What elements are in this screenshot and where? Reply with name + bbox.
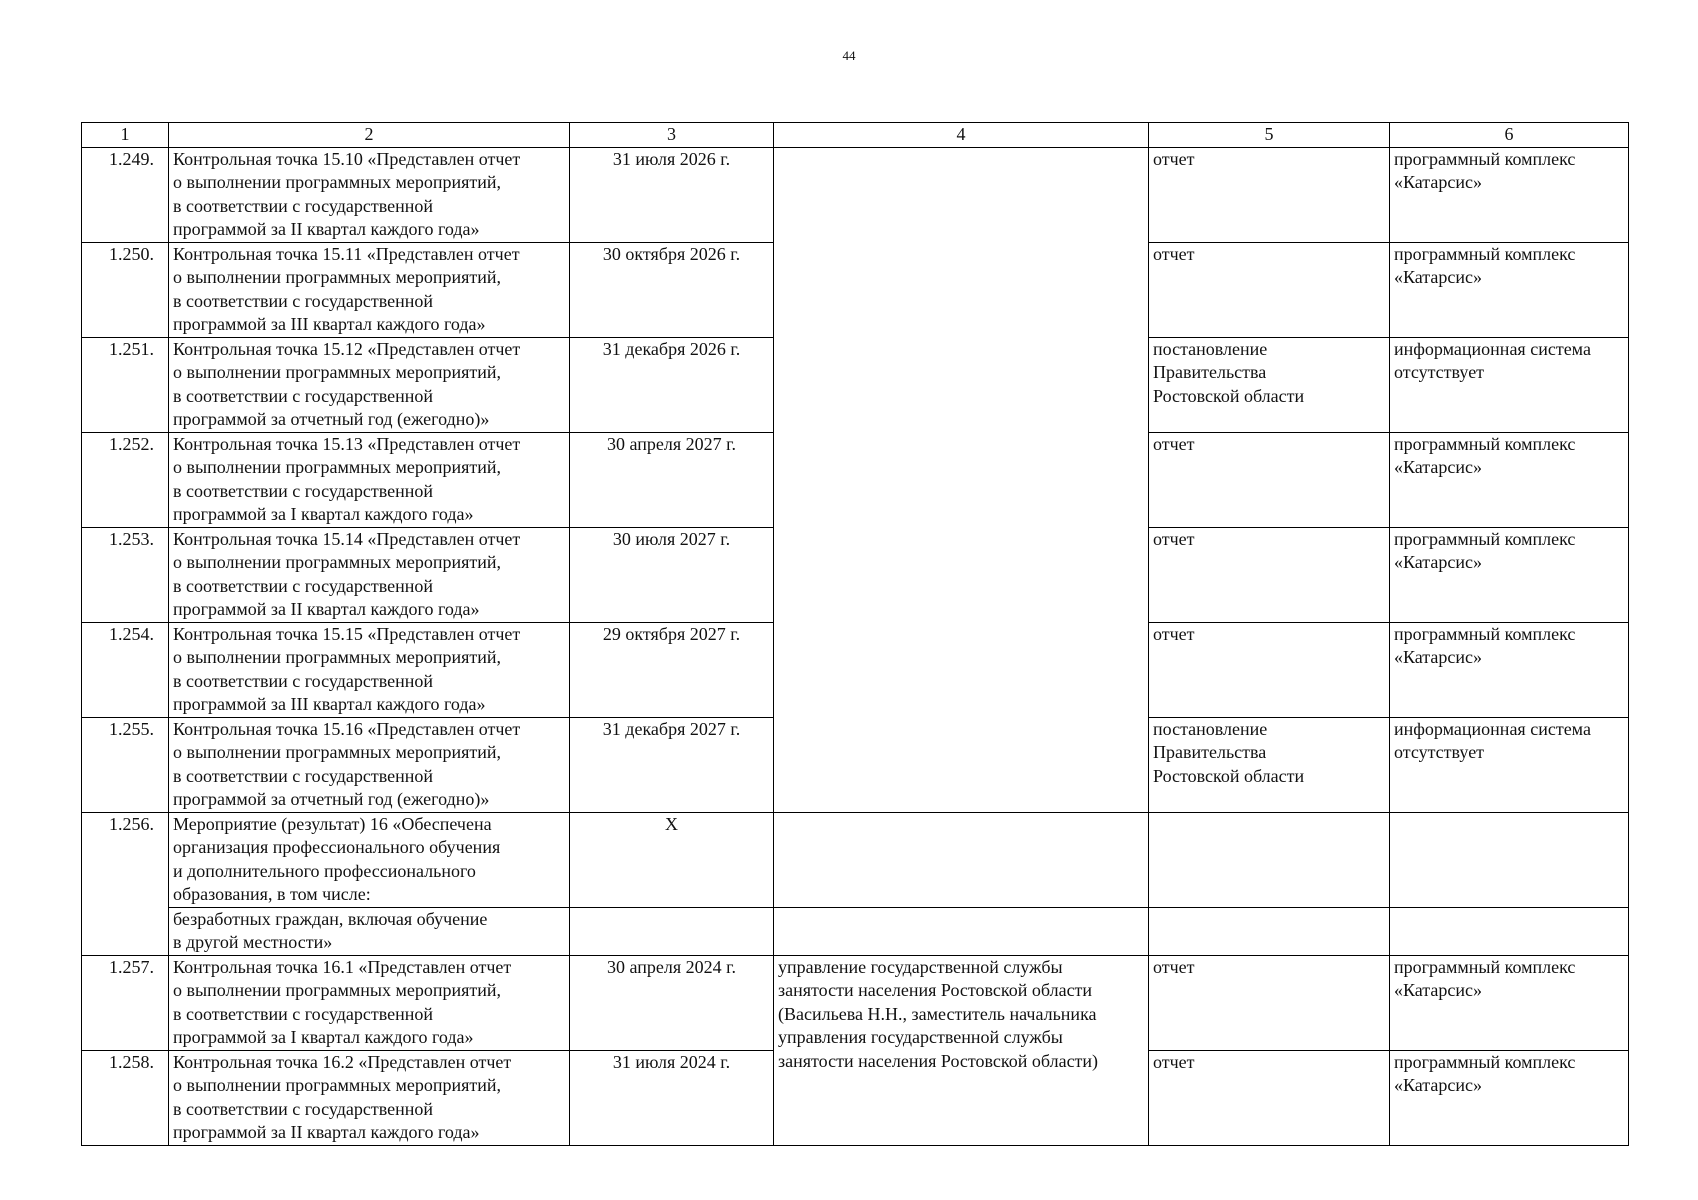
row-information-system	[1390, 1050, 1629, 1145]
text-line: о выполнении программных мероприятий,	[173, 267, 502, 287]
row-date: 29 октября 2027 г.	[570, 622, 774, 717]
text-line: о выполнении программных мероприятий,	[173, 1075, 502, 1095]
text-line: Ростовской области	[1153, 385, 1305, 406]
text-line: безработных граждан, включая обучение	[173, 908, 488, 929]
text-line: Ростовской области	[1153, 765, 1305, 786]
text-line: в соответствии с государственной	[173, 385, 433, 406]
text-line: программой за II квартал каждого года»	[173, 219, 480, 239]
text-line: программой за I квартал каждого года»	[173, 1027, 474, 1047]
text-line: Контрольная точка 15.12 «Представлен отчет	[173, 338, 521, 359]
column-header: 1	[82, 123, 169, 148]
row-description	[169, 147, 570, 242]
text-line: отсутствует	[1394, 362, 1485, 382]
text-line: отчет	[1153, 1051, 1195, 1072]
row-document-type	[1149, 527, 1390, 622]
text-line: программой за II квартал каждого года»	[173, 1122, 480, 1142]
row-number: 1.249.	[82, 147, 169, 242]
row-description	[169, 955, 570, 1050]
text-line: Мероприятие (результат) 16 «Обеспечена	[173, 813, 492, 834]
text-line: о выполнении программных мероприятий,	[173, 552, 502, 572]
table-row	[82, 147, 1629, 242]
column-number-row	[82, 123, 1629, 148]
page-number: 44	[842, 48, 856, 63]
text-line: «Катарсис»	[1394, 457, 1482, 477]
text-line: в соответствии с государственной	[173, 195, 433, 216]
text-line: управление государственной службы	[778, 956, 1063, 977]
text-line: в соответствии с государственной	[173, 1003, 433, 1024]
row-document-type	[1149, 812, 1390, 907]
text-line: постановление	[1153, 338, 1268, 359]
row-information-system	[1390, 147, 1629, 242]
row-information-system	[1390, 622, 1629, 717]
row-date: 30 октября 2026 г.	[570, 242, 774, 337]
row-number: 1.255.	[82, 717, 169, 812]
row-description	[169, 432, 570, 527]
text-line: отчет	[1153, 956, 1195, 977]
text-line: информационная система	[1394, 338, 1591, 359]
text-line: в соответствии с государственной	[173, 480, 433, 501]
row-information-system	[1390, 242, 1629, 337]
text-line: в соответствии с государственной	[173, 670, 433, 691]
row-document-type	[1149, 622, 1390, 717]
row-number: 1.257.	[82, 955, 169, 1050]
text-line: программный комплекс	[1394, 433, 1576, 454]
row-description	[169, 717, 570, 812]
text-line: отчет	[1153, 528, 1195, 549]
text-line: программный комплекс	[1394, 148, 1576, 169]
row-document-type	[1149, 955, 1390, 1050]
document-table	[81, 122, 1629, 1146]
row-information-system	[1390, 717, 1629, 812]
text-line: в соответствии с государственной	[173, 575, 433, 596]
row-document-type	[1149, 717, 1390, 812]
row-document-type	[1149, 432, 1390, 527]
text-line: «Катарсис»	[1394, 980, 1482, 1000]
row-responsible-merged	[774, 147, 1149, 812]
column-header: 4	[774, 123, 1149, 148]
text-line: «Катарсис»	[1394, 647, 1482, 667]
text-line: в другой местности»	[173, 932, 333, 952]
text-line: «Катарсис»	[1394, 1075, 1482, 1095]
text-line: Контрольная точка 16.2 «Представлен отчет	[173, 1051, 512, 1072]
row-information-system	[1390, 907, 1629, 955]
row-date: 31 декабря 2026 г.	[570, 337, 774, 432]
text-line: о выполнении программных мероприятий,	[173, 742, 502, 762]
table-body	[82, 123, 1629, 1146]
row-description	[169, 527, 570, 622]
row-number: 1.253.	[82, 527, 169, 622]
row-description	[169, 242, 570, 337]
row-date: 30 июля 2027 г.	[570, 527, 774, 622]
row-description	[169, 1050, 570, 1145]
text-line: программой за отчетный год (ежегодно)»	[173, 789, 490, 809]
text-line: отчет	[1153, 623, 1195, 644]
text-line: в соответствии с государственной	[173, 765, 433, 786]
text-line: информационная система	[1394, 718, 1591, 739]
text-line: в соответствии с государственной	[173, 290, 433, 311]
text-line: образования, в том числе:	[173, 884, 371, 904]
row-date: X	[570, 812, 774, 907]
text-line: «Катарсис»	[1394, 172, 1482, 192]
text-line: о выполнении программных мероприятий,	[173, 457, 502, 477]
text-line: программой за I квартал каждого года»	[173, 504, 474, 524]
column-header: 2	[169, 123, 570, 148]
text-line: о выполнении программных мероприятий,	[173, 647, 502, 667]
row-document-type	[1149, 1050, 1390, 1145]
table-row	[82, 812, 1629, 907]
text-line: программой за III квартал каждого года»	[173, 694, 486, 714]
row-date: 31 декабря 2027 г.	[570, 717, 774, 812]
text-line: отчет	[1153, 148, 1195, 169]
row-information-system	[1390, 955, 1629, 1050]
text-line: (Васильева Н.Н., заместитель начальника	[778, 1003, 1097, 1024]
row-date: 31 июля 2026 г.	[570, 147, 774, 242]
row-number: 1.256.	[82, 812, 169, 955]
row-number: 1.258.	[82, 1050, 169, 1145]
table-row-continued	[82, 907, 1629, 955]
text-line: Контрольная точка 15.13 «Представлен отчет	[173, 433, 521, 454]
column-header: 3	[570, 123, 774, 148]
row-date: 30 апреля 2027 г.	[570, 432, 774, 527]
text-line: программный комплекс	[1394, 528, 1576, 549]
text-line: постановление	[1153, 718, 1268, 739]
text-line: о выполнении программных мероприятий,	[173, 980, 502, 1000]
row-document-type	[1149, 907, 1390, 955]
row-date: 30 апреля 2024 г.	[570, 955, 774, 1050]
row-information-system	[1390, 337, 1629, 432]
text-line: и дополнительного профессионального	[173, 860, 476, 881]
text-line: Контрольная точка 15.10 «Представлен отчет	[173, 148, 521, 169]
row-responsible	[774, 812, 1149, 907]
row-number: 1.250.	[82, 242, 169, 337]
text-line: программой за отчетный год (ежегодно)»	[173, 409, 490, 429]
row-information-system	[1390, 432, 1629, 527]
text-line: «Катарсис»	[1394, 267, 1482, 287]
row-number: 1.254.	[82, 622, 169, 717]
row-description	[169, 812, 570, 907]
row-date	[570, 907, 774, 955]
text-line: программный комплекс	[1394, 1051, 1576, 1072]
text-line: программный комплекс	[1394, 956, 1576, 977]
row-document-type	[1149, 147, 1390, 242]
text-line: отчет	[1153, 433, 1195, 454]
text-line: Контрольная точка 15.16 «Представлен отчет	[173, 718, 521, 739]
text-line: в соответствии с государственной	[173, 1098, 433, 1119]
text-line: занятости населения Ростовской области	[778, 980, 1093, 1000]
text-line: Контрольная точка 15.11 «Представлен отчет	[173, 243, 520, 264]
text-line: Правительства	[1153, 362, 1267, 382]
row-number: 1.251.	[82, 337, 169, 432]
text-line: отсутствует	[1394, 742, 1485, 762]
text-line: программой за III квартал каждого года»	[173, 314, 486, 334]
row-description	[169, 337, 570, 432]
table-row	[82, 955, 1629, 1050]
text-line: организация профессионального обучения	[173, 837, 501, 857]
text-line: программный комплекс	[1394, 623, 1576, 644]
text-line: Контрольная точка 15.14 «Представлен отчет	[173, 528, 521, 549]
text-line: программой за II квартал каждого года»	[173, 599, 480, 619]
row-responsible-16	[774, 955, 1149, 1145]
column-header: 5	[1149, 123, 1390, 148]
text-line: «Катарсис»	[1394, 552, 1482, 572]
row-document-type	[1149, 242, 1390, 337]
text-line: Правительства	[1153, 742, 1267, 762]
row-document-type	[1149, 337, 1390, 432]
row-description-continued	[169, 907, 570, 955]
row-information-system	[1390, 812, 1629, 907]
row-date: 31 июля 2024 г.	[570, 1050, 774, 1145]
text-line: о выполнении программных мероприятий,	[173, 362, 502, 382]
column-header: 6	[1390, 123, 1629, 148]
row-number: 1.252.	[82, 432, 169, 527]
row-information-system	[1390, 527, 1629, 622]
text-line: отчет	[1153, 243, 1195, 264]
text-line: управления государственной службы	[778, 1027, 1063, 1047]
text-line: программный комплекс	[1394, 243, 1576, 264]
row-description	[169, 622, 570, 717]
text-line: занятости населения Ростовской области)	[778, 1050, 1099, 1071]
text-line: Контрольная точка 15.15 «Представлен отчет	[173, 623, 521, 644]
text-line: Контрольная точка 16.1 «Представлен отчет	[173, 956, 512, 977]
row-responsible	[774, 907, 1149, 955]
text-line: о выполнении программных мероприятий,	[173, 172, 502, 192]
